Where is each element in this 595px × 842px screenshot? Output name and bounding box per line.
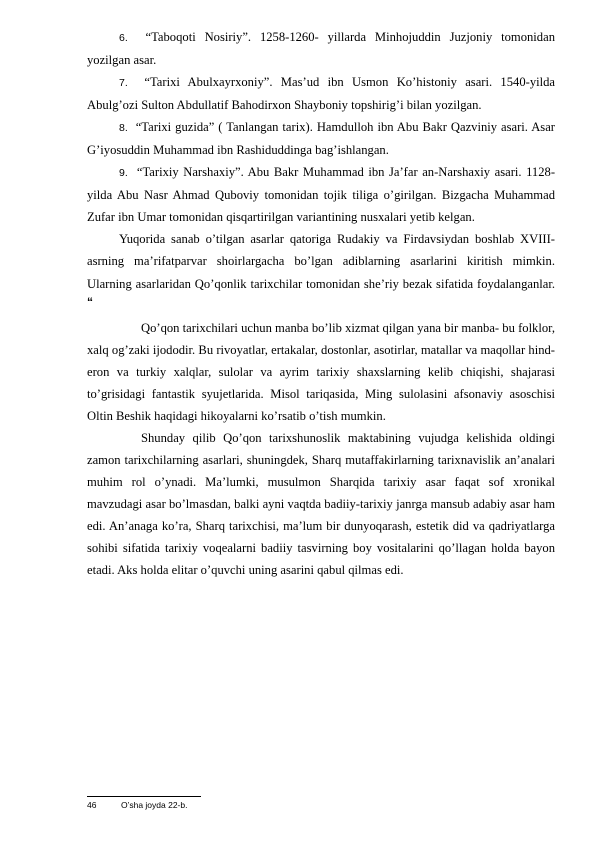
footnote-number: 46 — [87, 800, 97, 810]
paragraph-historiography — [87, 427, 555, 581]
list-item-9 — [87, 161, 555, 228]
footnote — [87, 799, 555, 811]
list-text: “Tarixi guzida” ( Tanlangan tarix). Hamdulloh ibn Abu Bakr Qazviniy asari. Asar G’iyosuddin Muhammad ibn Rashiduddinga bag’ishlangan. — [87, 120, 555, 158]
footnote-text: O’sha joyda 22-b. — [121, 800, 188, 810]
paragraph-text: Yuqorida sanab o’tilgan asarlar qatoriga Rudakiy va Firdavsiydan boshlab XVIII-asrning ma’rifatparvar shoirlargacha bo’lgan adiblarning asarlarini kiritish mimkin. Ularning asarlaridan Qo’qonlik tarixchilar tomonidan she’riy bezak sifatida foydalanganlar. — [87, 232, 555, 291]
list-number: 8. — [119, 122, 128, 135]
list-number: 9. — [119, 167, 128, 180]
paragraph-folklore — [87, 317, 555, 427]
paragraph-text: Qo’qon tarixchilari uchun manba bo’lib xizmat qilgan yana bir manba- bu folklor, xalq og’zaki ijododir. Bu rivoyatlar, ertakalar, dostonlar, asotirlar, matallar va maqollar hind- eron va turkiy xalqlar, sulolar va ayrim tarixiy shaxslarning kelib chiqishi, shajarasi to’grisidagi fantastik syujetlarida. Misol tariqasida, Ming sulolasini afsonaviy asoschisi Oltin Beshik haqidagi hikoyalarni ko’rsatib o’tish mumkin. — [87, 320, 555, 423]
list-text: “Taboqoti Nosiriy”. 1258-1260- yillarda Minhojuddin Juzjoniy tomonidan yozilgan asar. — [87, 30, 555, 68]
body-text — [87, 26, 555, 581]
list-text: “Tarixiy Narshaxiy”. Abu Bakr Muhammad ibn Ja’far an-Narshaxiy asari. 1128-yilda Abu Nasr Ahmad Quboviy tomonidan tojik tiliga o’girilgan. Bizgacha Muhammad Zufar ibn Umar tomonidan qisqartirilgan variantining nusxalari yetib kelgan. — [87, 165, 556, 225]
list-item-7 — [87, 71, 555, 116]
footnote-reference[interactable]: “ — [87, 294, 93, 309]
list-number: 7. — [119, 77, 128, 90]
paragraph-text: Shunday qilib Qo’qon tarixshunoslik maktabining vujudga kelishida oldingi zamon tarixchilarning asarlari, shuningdek, Sharq mutaffakirlarning tarixnavislik an’analari muhim rol o’ynadi. Ma’lumki, musulmon Sharqida tarixiy asar faqat sof xronikal mavzudagi asar bo’lmasdan, balki ayni vaqtda badiiy-tarixiy janrga mansub adabiy asar ham edi. An’anaga ko’ra, Sharq tarixchisi, ma’lum bir dunyoqarash, estetik did va qadriyatlarga sohibi sifatida tarixiy voqealarni badiiy tasvirning boy vositalarini qo’llagan holda bayon etadi. Aks holda elitar o’quvchi uning asarini qabul qilmas edi. — [87, 430, 555, 578]
list-item-6 — [87, 26, 555, 71]
footnote-divider — [87, 796, 201, 797]
paragraph-sources — [87, 228, 555, 316]
list-item-8 — [87, 116, 555, 161]
list-number: 6. — [119, 32, 128, 44]
list-text: “Tarixi Abulxayrxoniy”. Mas’ud ibn Usmon Ko’histoniy asari. 1540-yilda Abulg’ozi Sulton Abdullatif Bahodirxon Shayboniy topshirig’i bilan yozilgan. — [87, 75, 555, 113]
